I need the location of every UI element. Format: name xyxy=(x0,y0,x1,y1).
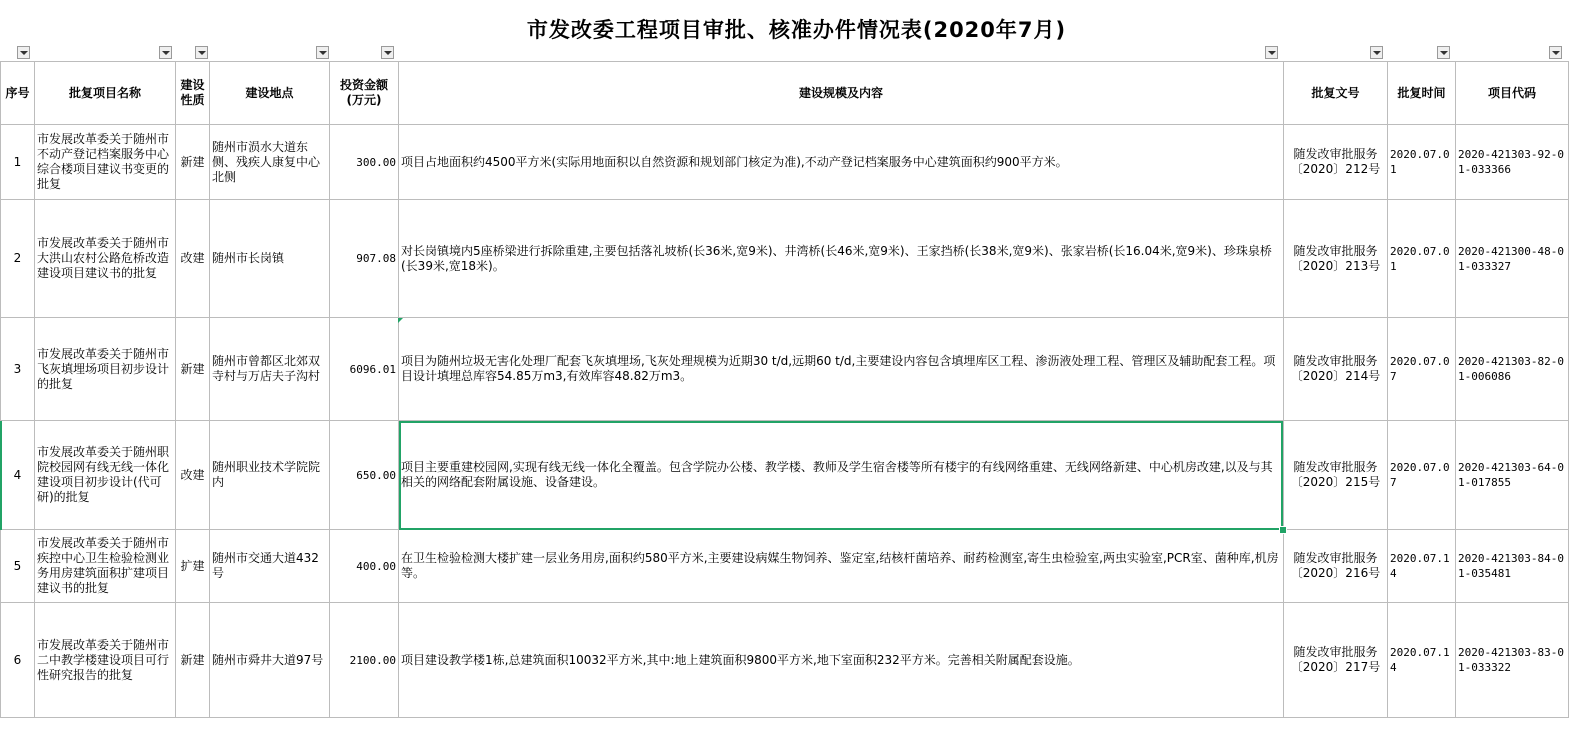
filter-dropdown-icon[interactable] xyxy=(1370,46,1383,59)
cell-date[interactable]: 2020.07.14 xyxy=(1388,530,1456,603)
title-area xyxy=(0,0,1593,45)
cell-seq[interactable]: 4 xyxy=(1,421,35,530)
autofilter-bar xyxy=(0,45,1593,61)
filter-dropdown-icon[interactable] xyxy=(1265,46,1278,59)
cell-location[interactable]: 随州市交通大道432号 xyxy=(210,530,330,603)
table-row xyxy=(1,530,1569,603)
cell-nature[interactable]: 新建 xyxy=(176,318,210,421)
cell-doc-no[interactable]: 随发改审批服务〔2020〕212号 xyxy=(1284,125,1388,200)
header-scope[interactable]: 建设规模及内容 xyxy=(399,62,1284,125)
cell-code[interactable]: 2020-421303-83-01-033322 xyxy=(1456,603,1569,718)
header-doc-no[interactable]: 批复文号 xyxy=(1284,62,1388,125)
filter-dropdown-icon[interactable] xyxy=(159,46,172,59)
cell-scope[interactable]: 项目建设教学楼1栋,总建筑面积10032平方米,其中:地上建筑面积9800平方米,地下室面积232平方米。完善相关附属配套设施。 xyxy=(399,603,1284,718)
comment-indicator xyxy=(398,318,403,323)
cell-code[interactable]: 2020-421303-84-01-035481 xyxy=(1456,530,1569,603)
filter-dropdown-icon[interactable] xyxy=(1437,46,1450,59)
cell-seq[interactable]: 6 xyxy=(1,603,35,718)
cell-scope[interactable]: 在卫生检验检测大楼扩建一层业务用房,面积约580平方米,主要建设病媒生物饲养、鉴定室,结核杆菌培养、耐药检测室,寄生虫检验室,两虫实验室,PCR室、菌种库,机房等。 xyxy=(399,530,1284,603)
cell-location[interactable]: 随州职业技术学院院内 xyxy=(210,421,330,530)
cell-code[interactable]: 2020-421303-92-01-033366 xyxy=(1456,125,1569,200)
cell-doc-no[interactable]: 随发改审批服务〔2020〕215号 xyxy=(1284,421,1388,530)
cell-investment[interactable]: 300.00 xyxy=(330,125,399,200)
header-row xyxy=(1,62,1569,125)
cell-location[interactable]: 随州市涢水大道东侧、残疾人康复中心北侧 xyxy=(210,125,330,200)
cell-name[interactable]: 市发展改革委关于随州职院校园网有线无线一体化建设项目初步设计(代可研)的批复 xyxy=(35,421,176,530)
filter-dropdown-icon[interactable] xyxy=(195,46,208,59)
cell-name[interactable]: 市发展改革委关于随州市飞灰填埋场项目初步设计的批复 xyxy=(35,318,176,421)
cell-nature[interactable]: 改建 xyxy=(176,200,210,318)
header-seq[interactable]: 序号 xyxy=(1,62,35,125)
cell-nature[interactable]: 扩建 xyxy=(176,530,210,603)
cell-date[interactable]: 2020.07.07 xyxy=(1388,318,1456,421)
cell-investment[interactable]: 400.00 xyxy=(330,530,399,603)
header-date[interactable]: 批复时间 xyxy=(1388,62,1456,125)
cell-name[interactable]: 市发展改革委关于随州市不动产登记档案服务中心综合楼项目建议书变更的批复 xyxy=(35,125,176,200)
page-title: 市发改委工程项目审批、核准办件情况表(2020年7月) xyxy=(526,18,1067,42)
cell-name[interactable]: 市发展改革委关于随州市大洪山农村公路危桥改造建设项目建议书的批复 xyxy=(35,200,176,318)
header-nature[interactable]: 建设性质 xyxy=(176,62,210,125)
cell-investment[interactable]: 907.08 xyxy=(330,200,399,318)
cell-nature[interactable]: 改建 xyxy=(176,421,210,530)
cell-seq[interactable]: 1 xyxy=(1,125,35,200)
cell-investment[interactable]: 6096.01 xyxy=(330,318,399,421)
cell-seq[interactable]: 5 xyxy=(1,530,35,603)
cell-date[interactable]: 2020.07.07 xyxy=(1388,421,1456,530)
table-row xyxy=(1,421,1569,530)
header-name[interactable]: 批复项目名称 xyxy=(35,62,176,125)
header-investment[interactable]: 投资金额(万元) xyxy=(330,62,399,125)
cell-scope[interactable]: 项目为随州垃圾无害化处理厂配套飞灰填埋场,飞灰处理规模为近期30 t/d,远期60 t/d,主要建设内容包含填埋库区工程、渗沥液处理工程、管理区及辅助配套工程。项目设计填埋总库容54.85万m3,有效库容48.82万m3。 xyxy=(399,318,1284,421)
cell-investment[interactable]: 2100.00 xyxy=(330,603,399,718)
cell-code[interactable]: 2020-421300-48-01-033327 xyxy=(1456,200,1569,318)
filter-dropdown-icon[interactable] xyxy=(1549,46,1562,59)
filter-dropdown-icon[interactable] xyxy=(381,46,394,59)
cell-scope[interactable]: 项目主要重建校园网,实现有线无线一体化全覆盖。包含学院办公楼、教学楼、教师及学生宿舍楼等所有楼宇的有线网络重建、无线网络新建、中心机房改建,以及与其相关的网络配套附属设施、设备建设。 xyxy=(399,421,1284,530)
cell-investment[interactable]: 650.00 xyxy=(330,421,399,530)
cell-date[interactable]: 2020.07.01 xyxy=(1388,125,1456,200)
cell-nature[interactable]: 新建 xyxy=(176,603,210,718)
table-row xyxy=(1,603,1569,718)
cell-doc-no[interactable]: 随发改审批服务〔2020〕213号 xyxy=(1284,200,1388,318)
fill-handle[interactable] xyxy=(1279,526,1287,534)
cell-scope[interactable]: 项目占地面积约4500平方米(实际用地面积以自然资源和规划部门核定为准),不动产登记档案服务中心建筑面积约900平方米。 xyxy=(399,125,1284,200)
approval-table xyxy=(0,61,1569,718)
cell-seq[interactable]: 2 xyxy=(1,200,35,318)
cell-location[interactable]: 随州市舜井大道97号 xyxy=(210,603,330,718)
cell-date[interactable]: 2020.07.14 xyxy=(1388,603,1456,718)
cell-location[interactable]: 随州市曾都区北郊双寺村与万店夫子沟村 xyxy=(210,318,330,421)
cell-doc-no[interactable]: 随发改审批服务〔2020〕216号 xyxy=(1284,530,1388,603)
cell-date[interactable]: 2020.07.01 xyxy=(1388,200,1456,318)
cell-scope[interactable]: 对长岗镇境内5座桥梁进行拆除重建,主要包括落礼坡桥(长36米,宽9米)、井湾桥(长46米,宽9米)、王家挡桥(长38米,宽9米)、张家岩桥(长16.04米,宽9米)、珍珠泉桥(长39米,宽18米)。 xyxy=(399,200,1284,318)
cell-doc-no[interactable]: 随发改审批服务〔2020〕214号 xyxy=(1284,318,1388,421)
table-row xyxy=(1,200,1569,318)
cell-code[interactable]: 2020-421303-82-01-006086 xyxy=(1456,318,1569,421)
cell-nature[interactable]: 新建 xyxy=(176,125,210,200)
cell-location[interactable]: 随州市长岗镇 xyxy=(210,200,330,318)
selected-row-indicator xyxy=(0,421,2,530)
table-row xyxy=(1,125,1569,200)
cell-name[interactable]: 市发展改革委关于随州市二中教学楼建设项目可行性研究报告的批复 xyxy=(35,603,176,718)
cell-code[interactable]: 2020-421303-64-01-017855 xyxy=(1456,421,1569,530)
table-row xyxy=(1,318,1569,421)
cell-doc-no[interactable]: 随发改审批服务〔2020〕217号 xyxy=(1284,603,1388,718)
filter-dropdown-icon[interactable] xyxy=(17,46,30,59)
header-code[interactable]: 项目代码 xyxy=(1456,62,1569,125)
filter-dropdown-icon[interactable] xyxy=(316,46,329,59)
cell-name[interactable]: 市发展改革委关于随州市疾控中心卫生检验检测业务用房建筑面积扩建项目建议书的批复 xyxy=(35,530,176,603)
header-location[interactable]: 建设地点 xyxy=(210,62,330,125)
cell-seq[interactable]: 3 xyxy=(1,318,35,421)
